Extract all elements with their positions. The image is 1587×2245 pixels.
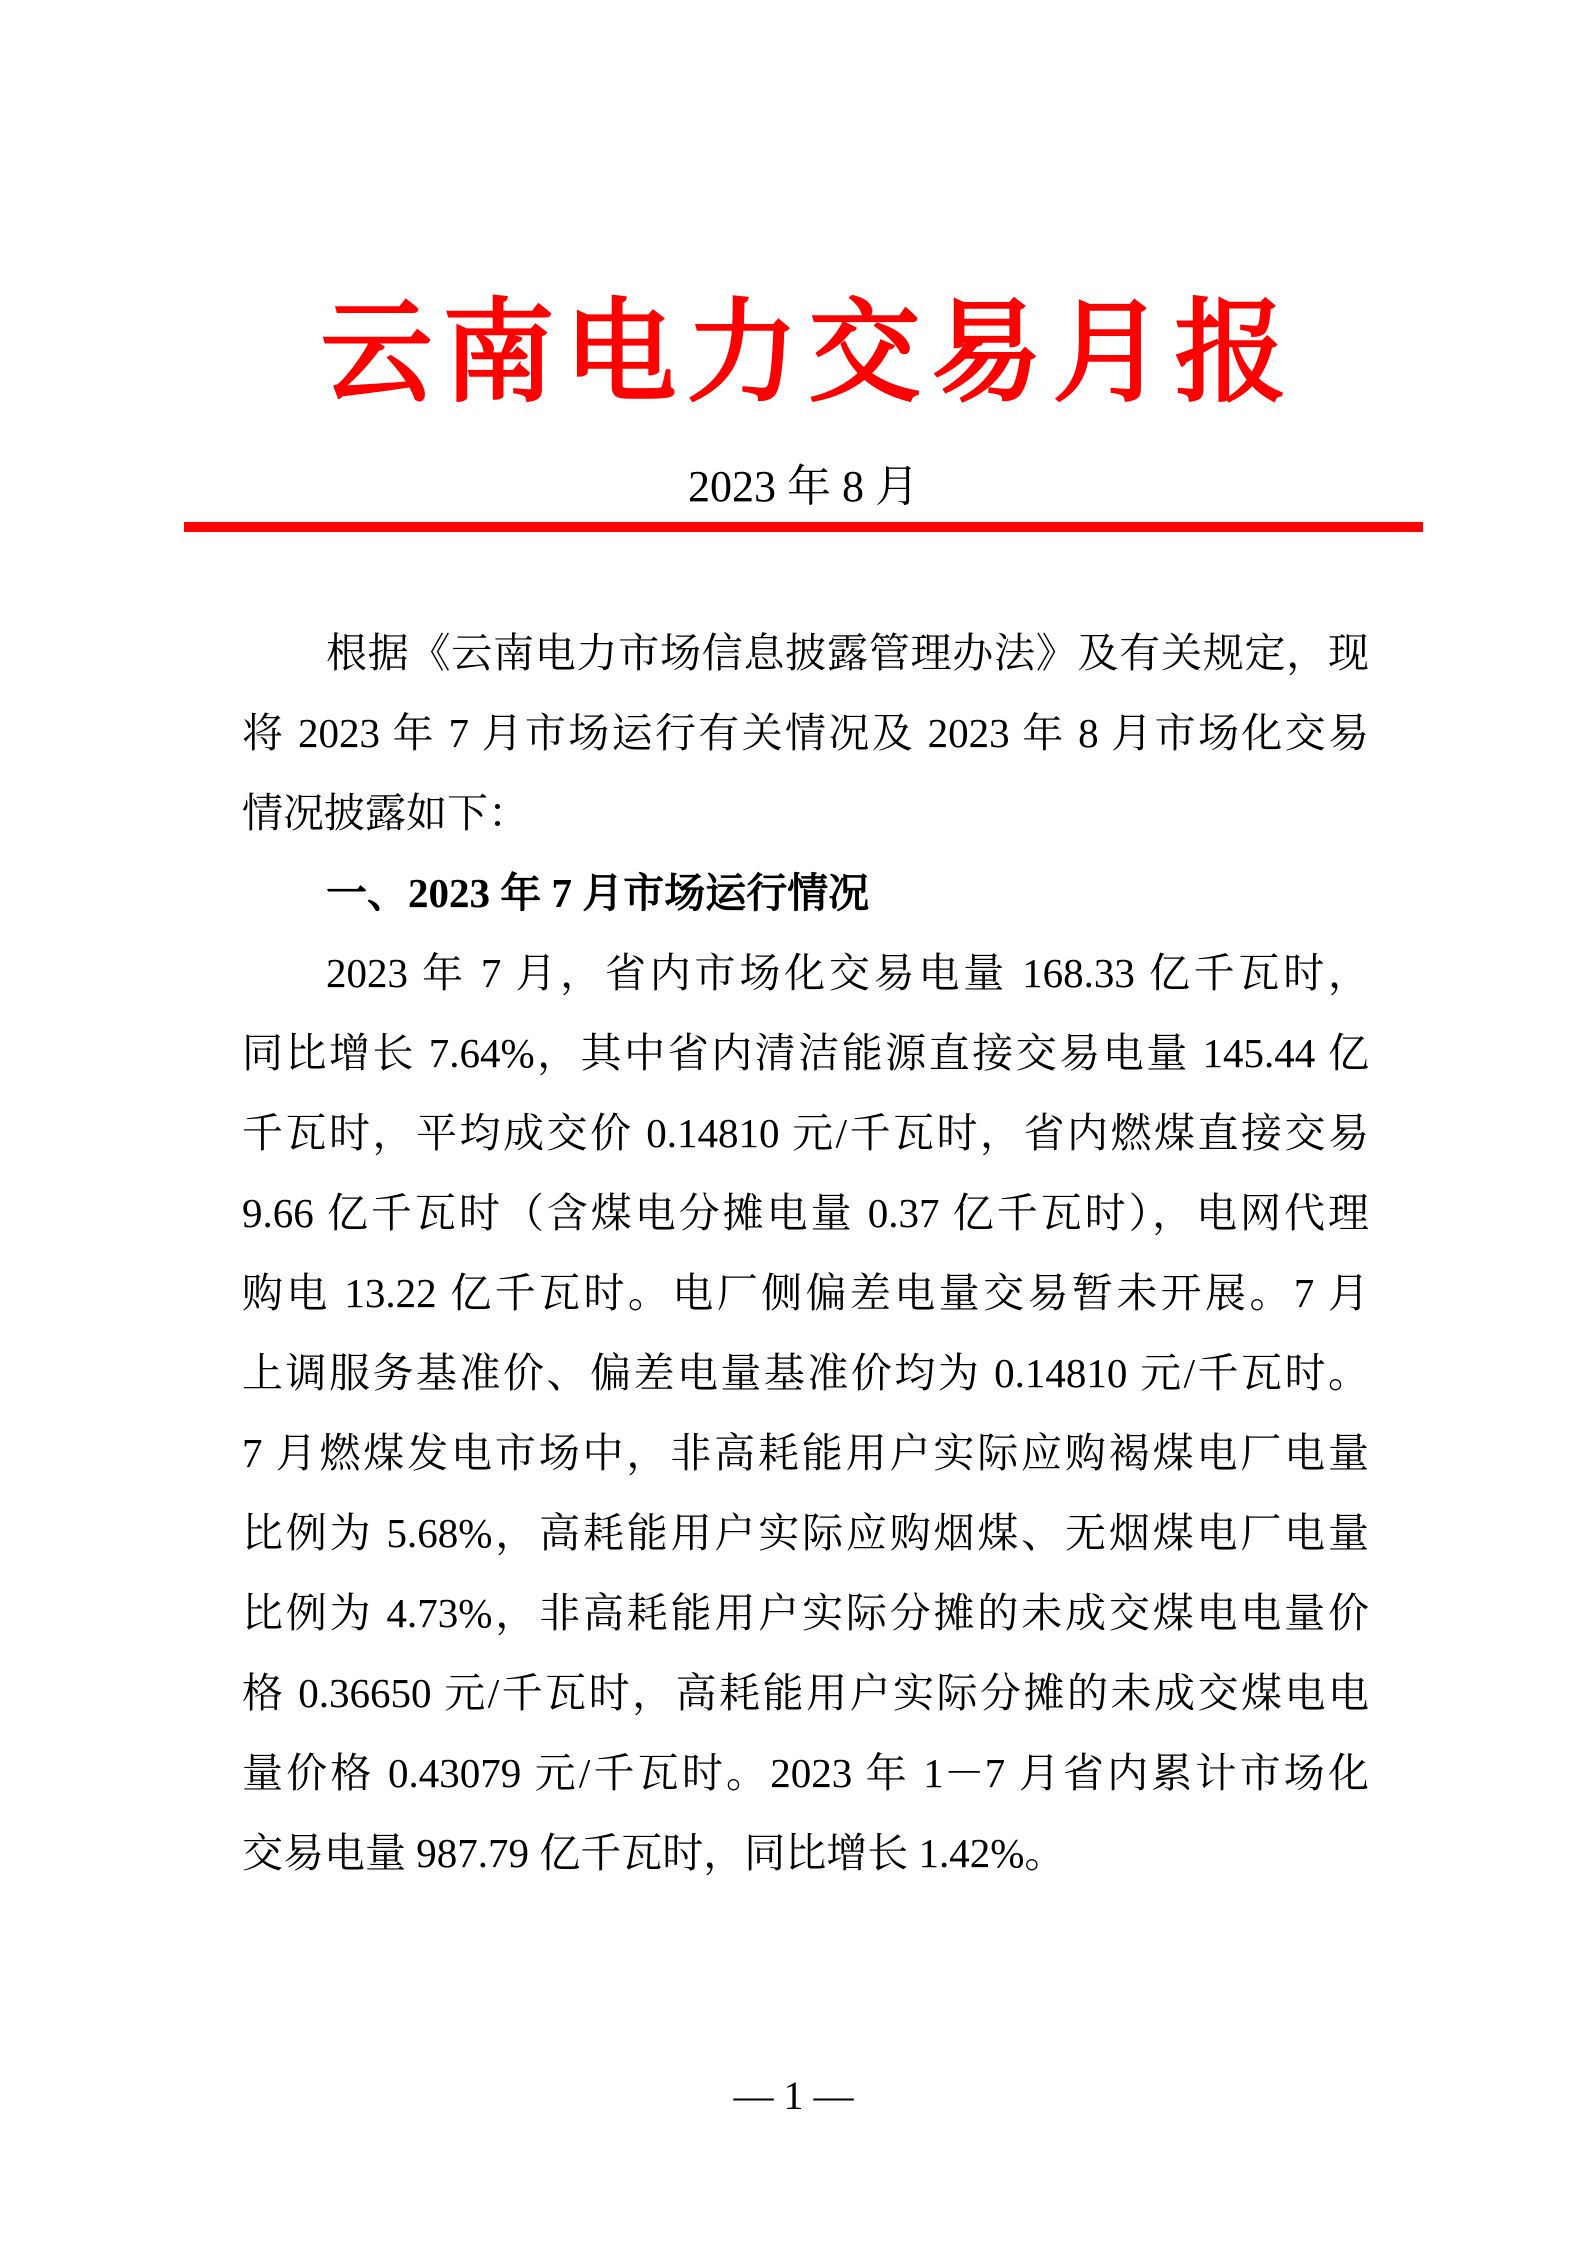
document-title: 云南电力交易月报 <box>320 292 1297 416</box>
body-text-line: 情况披露如下： <box>242 790 529 836</box>
section-heading: 一、2023 年 7 月市场运行情况 <box>326 870 870 916</box>
document-body <box>242 613 1369 1893</box>
title-divider-rule <box>184 522 1423 532</box>
body-text-line: 交易电量 987.79 亿千瓦时，同比增长 1.42%。 <box>242 1830 1066 1876</box>
body-text-line: 根据《云南电力市场信息披露管理办法》及有关规定，现 <box>326 630 1369 676</box>
body-text-line: 格 0.36650 元/千瓦时，高耗能用户实际分摊的未成交煤电电 <box>242 1670 1369 1716</box>
body-text-line: 将 2023 年 7 月市场运行有关情况及 2023 年 8 月市场化交易 <box>242 710 1369 756</box>
document-date: 2023 年 8 月 <box>688 462 919 511</box>
body-text-line: 2023 年 7 月，省内市场化交易电量 168.33 亿千瓦时， <box>326 950 1369 996</box>
body-text-line: 9.66 亿千瓦时（含煤电分摊电量 0.37 亿千瓦时），电网代理 <box>242 1190 1369 1236</box>
body-text-line: 比例为 5.68%，高耗能用户实际应购烟煤、无烟煤电厂电量 <box>242 1510 1369 1556</box>
body-text-line: 上调服务基准价、偏差电量基准价均为 0.14810 元/千瓦时。 <box>242 1350 1369 1396</box>
body-text-line: 7 月燃煤发电市场中，非高耗能用户实际应购褐煤电厂电量 <box>242 1430 1369 1476</box>
body-text-line: 量价格 0.43079 元/千瓦时。2023 年 1－7 月省内累计市场化 <box>242 1750 1369 1796</box>
body-text-line: 比例为 4.73%，非高耗能用户实际分摊的未成交煤电电量价 <box>242 1590 1369 1636</box>
page-number: — 1 — <box>733 2073 854 2118</box>
body-text-line: 购电 13.22 亿千瓦时。电厂侧偏差电量交易暂未开展。7 月 <box>242 1270 1369 1316</box>
body-text-line: 千瓦时，平均成交价 0.14810 元/千瓦时，省内燃煤直接交易 <box>242 1110 1369 1156</box>
body-text-line: 同比增长 7.64%，其中省内清洁能源直接交易电量 145.44 亿 <box>242 1030 1369 1076</box>
